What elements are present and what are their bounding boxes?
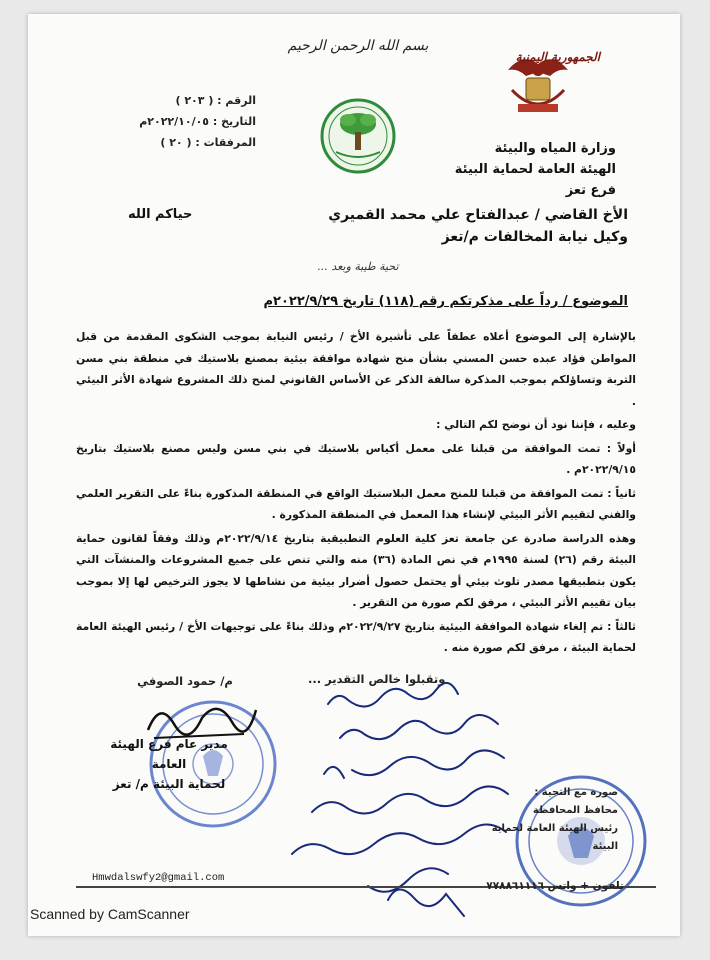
body-paragraph: وهذه الدراسة صادرة عن جامعة تعز كلية العلوم التطبيقية بتاريخ ٢٠٢٢/٩/١٤م وذلك وفقاً لقانون حماية البيئة رقم (٢٦) لسنة ١٩٩٥م في نص المادة (٣٦) منه والتي تنص على جميع المشروعات والمنشآت التي يكون بتطبيقها مصدر تلوث بيئي أو يحتمل حصول أضرار بيئية من نشاطها لا يجوز الترخيص لها إلا بموجب بيان تقييم الأثر البيئي ، مرفق لكم صورة من التقرير . xyxy=(76,531,637,609)
ministry-block xyxy=(455,138,616,201)
republic-name: الجمهورية اليمنية xyxy=(515,50,600,64)
body-paragraph: ثانياً : تمت الموافقة من قبلنا للمنح معمل البلاستيك الواقع في المنطقة المذكورة بناءً على التقرير العلمي والفني لتقييم الأثر البيئي لإنشاء هذا المعمل في المنطقة المذكورة . xyxy=(76,486,636,521)
signatory-title-line: مدير عام فرع الهيئة العامة xyxy=(110,737,228,771)
basmala: بسم الله الرحمن الرحيم xyxy=(287,38,429,54)
reference-block xyxy=(106,90,256,153)
attachments-count: المرفقات : ( ٢٠ ) xyxy=(160,136,256,149)
document-page xyxy=(28,14,680,936)
closing-line: وتقبلوا خالص التقدير ... xyxy=(308,672,446,686)
subject-line: الموضوع / رداً على مذكرتكم رقم (١١٨) تاريخ ٢٠٢٢/٩/٢٩م xyxy=(263,294,628,309)
signatory-title-line: لحماية البيئة م/ تعز xyxy=(112,777,226,791)
authority-line: الهيئة العامة لحماية البيئة xyxy=(454,162,616,177)
body-paragraph: ثالثاً : تم إلغاء شهادة الموافقة البيئية بتاريخ ٢٠٢٢/٩/٢٧م وذلك بناءً على توجيهات الأخ / رئيس الهيئة العامة لحماية البيئة ، مرفق لكم صورة منه . xyxy=(76,619,636,654)
footer-phone: تلفون + واتس ٧٧٨٨٦١١١٦ xyxy=(486,880,624,892)
copies-block xyxy=(488,784,618,856)
ministry-line: وزارة المياه والبيئة xyxy=(494,141,616,156)
signatory-title xyxy=(94,734,244,794)
copies-heading: صورة مع التحية : xyxy=(534,787,618,798)
body-paragraph: وعليه ، فإننا نود أن نوضح لكم التالي : xyxy=(436,418,636,431)
scanner-watermark: Scanned by CamScanner xyxy=(30,906,190,922)
body-paragraph: بالإشارة إلى الموضوع أعلاه عطفاً على تأشيرة الأخ / رئيس النيابة بموجب الشكوى المقدمة من قبل المواطن فؤاد عبده حسن المسني بشأن منح شهادة موافقة بيئية بمصنع بلاستيك في منطقة بني مسن التربة وتساؤلكم بموجب المذكرة سالفة الذكر عن الأساس القانوني لمنح ذلك المشروع شهادة الأثر البيئي . xyxy=(76,330,636,408)
copies-item: محافظ المحافظة xyxy=(532,805,618,816)
body-paragraph: أولاً : تمت الموافقة من قبلنا على معمل أكياس بلاستيك في بني مسن وليس مصنع بلاستيك بتاريخ ٢٠٢٢/٩/١٥م . xyxy=(76,441,636,476)
letter-body xyxy=(76,326,636,661)
letter-date: التاريخ : ٢٠٢٢/١٠/٠٥م xyxy=(139,115,256,128)
footer-email: Hmwdalswfy2@gmail.com xyxy=(92,872,225,884)
addressee-block xyxy=(88,204,628,248)
salutation: تحية طيبة وبعد ... xyxy=(317,260,399,273)
signatory-name: م/ حمود الصوفي xyxy=(137,674,233,688)
greeting: حياكم الله xyxy=(128,207,193,222)
addressee-title: وكيل نيابة المخالفات م/تعز xyxy=(441,229,628,245)
reference-number: الرقم : ( ٢٠٣ ) xyxy=(175,94,256,107)
copies-item: رئيس الهيئة العامة لحماية البيئة xyxy=(491,823,618,852)
environment-authority-logo-icon xyxy=(298,76,418,196)
branch-line: فرع تعز xyxy=(565,183,616,198)
addressee-name: الأخ القاضي / عبدالفتاح علي محمد القميري xyxy=(328,207,628,223)
